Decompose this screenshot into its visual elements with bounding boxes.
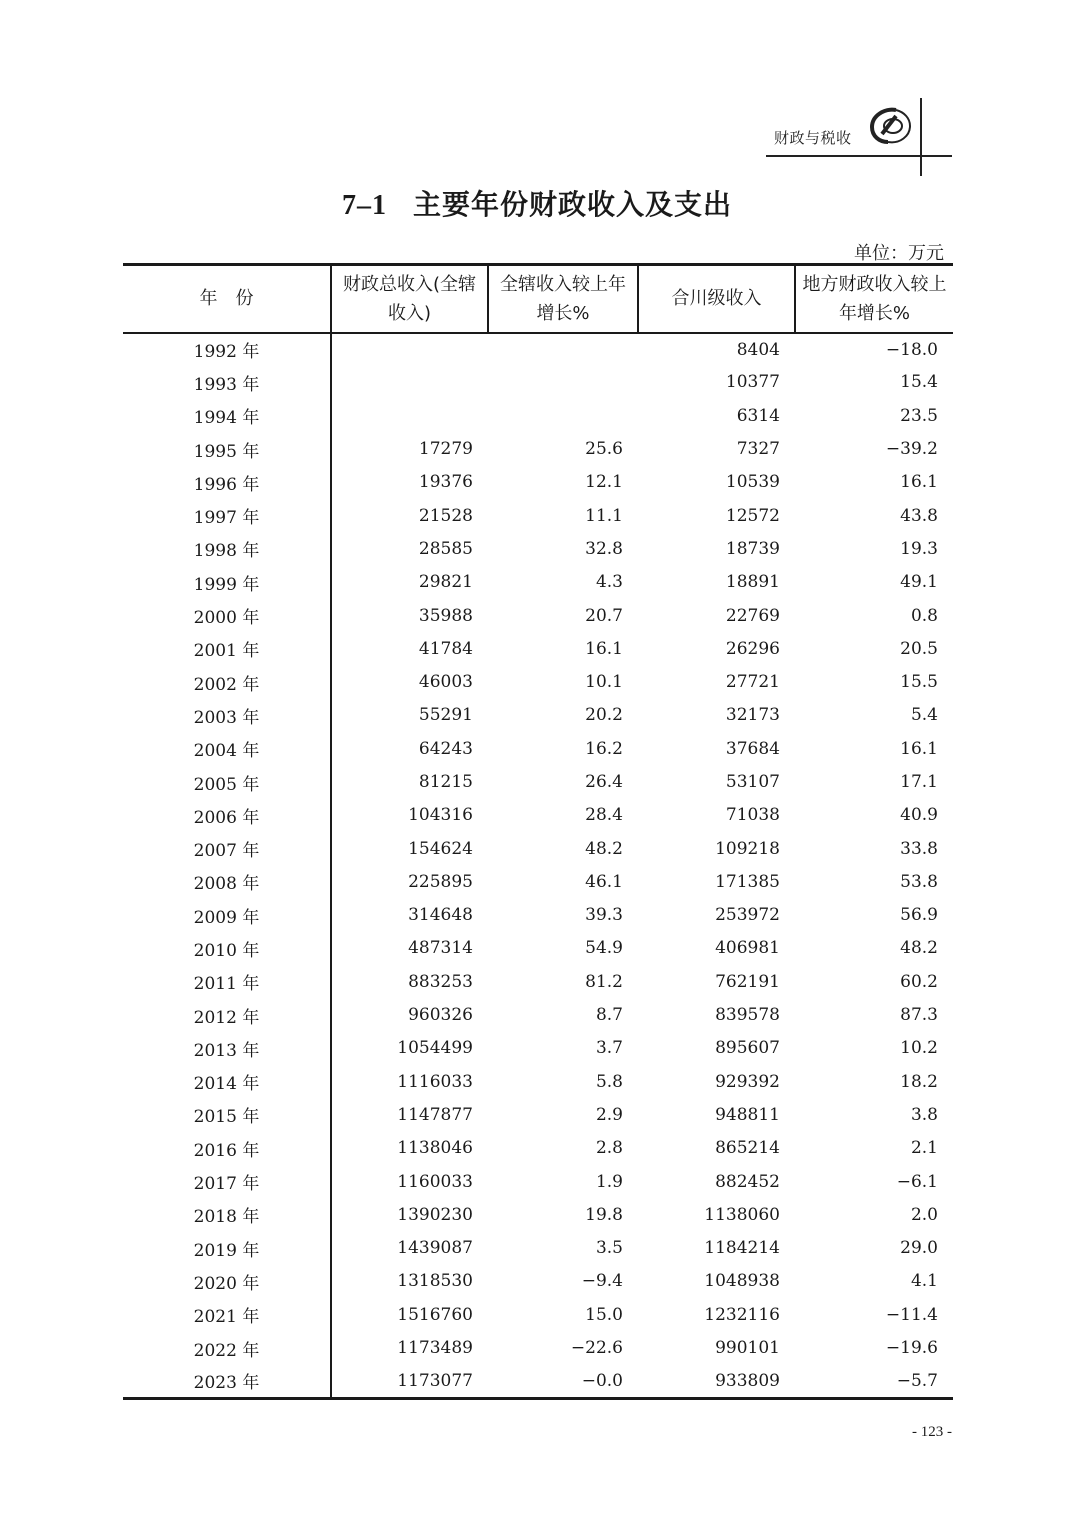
table-row <box>123 399 953 432</box>
local-growth-cell: 49.1 <box>900 572 938 593</box>
local-growth-cell: 2.0 <box>910 1204 938 1225</box>
table-row <box>123 432 953 465</box>
year-cell: 2011 年 <box>123 965 331 998</box>
local-growth-cell: −11.4 <box>885 1304 938 1325</box>
total-revenue-cell: 17279 <box>418 439 473 460</box>
total-growth-cell: 15.0 <box>585 1304 623 1325</box>
total-growth-cell: 2.8 <box>595 1138 623 1159</box>
local-growth-cell: 15.5 <box>900 672 938 693</box>
total-growth-cell: 48.2 <box>585 838 623 859</box>
year-cell: 2005 年 <box>123 765 331 798</box>
hechuan-revenue-cell: 253972 <box>715 905 780 926</box>
hechuan-revenue-cell: 18891 <box>725 572 780 593</box>
total-growth-cell: 1.9 <box>595 1171 623 1192</box>
table-row <box>123 1265 953 1298</box>
hechuan-revenue-cell: 762191 <box>715 971 780 992</box>
hechuan-revenue-cell: 12572 <box>725 505 780 526</box>
section-label: 财政与税收 <box>774 129 852 147</box>
total-growth-cell: 46.1 <box>585 871 623 892</box>
local-growth-cell: 60.2 <box>900 971 938 992</box>
table-header-row <box>123 265 953 333</box>
total-growth-cell: 5.8 <box>595 1071 623 1092</box>
total-growth-cell: −0.0 <box>488 1365 638 1398</box>
local-growth-cell: 56.9 <box>900 905 938 926</box>
table-row <box>123 599 953 632</box>
year-cell: 1994 年 <box>123 399 331 432</box>
total-revenue-cell: 19376 <box>418 472 473 493</box>
total-revenue-cell: 1318530 <box>397 1271 473 1292</box>
total-revenue-cell: 55291 <box>418 705 473 726</box>
total-growth-cell: 20.7 <box>585 605 623 626</box>
total-growth-cell <box>488 399 638 432</box>
table-row <box>123 732 953 765</box>
local-growth-cell: 5.4 <box>910 705 938 726</box>
total-growth-cell: 28.4 <box>585 805 623 826</box>
total-growth-cell: 20.2 <box>585 705 623 726</box>
total-growth-cell: −22.6 <box>570 1338 623 1359</box>
total-revenue-cell: 487314 <box>408 938 473 959</box>
corner-horizontal-rule <box>766 155 952 157</box>
table-row <box>123 865 953 898</box>
local-growth-cell: 53.8 <box>900 871 938 892</box>
local-growth-cell: 3.8 <box>910 1104 938 1125</box>
year-cell: 2000 年 <box>123 599 331 632</box>
hechuan-revenue-cell: 406981 <box>715 938 780 959</box>
local-growth-cell: 40.9 <box>900 805 938 826</box>
table-row <box>123 532 953 565</box>
year-cell: 2016 年 <box>123 1132 331 1165</box>
table-row <box>123 1365 953 1398</box>
total-revenue-cell: 46003 <box>418 672 473 693</box>
year-cell: 2023 年 <box>123 1365 331 1398</box>
total-revenue-cell: 1160033 <box>397 1171 473 1192</box>
hechuan-revenue-cell: 8404 <box>736 339 780 360</box>
local-growth-cell: 2.1 <box>910 1138 938 1159</box>
hechuan-revenue-cell: 895607 <box>715 1038 780 1059</box>
year-cell: 1996 年 <box>123 466 331 499</box>
local-growth-cell: 18.2 <box>900 1071 938 1092</box>
hechuan-revenue-cell: 71038 <box>725 805 780 826</box>
year-cell: 2001 年 <box>123 632 331 665</box>
hechuan-revenue-cell: 839578 <box>715 1005 780 1026</box>
year-cell: 2009 年 <box>123 899 331 932</box>
local-growth-cell: 19.3 <box>900 538 938 559</box>
hechuan-revenue-cell: 32173 <box>725 705 780 726</box>
total-revenue-cell: 960326 <box>408 1005 473 1026</box>
table-row <box>123 1065 953 1098</box>
total-growth-cell <box>488 366 638 399</box>
year-cell: 2020 年 <box>123 1265 331 1298</box>
table-body <box>123 333 953 1399</box>
total-growth-cell: 16.1 <box>585 638 623 659</box>
hechuan-revenue-cell: 26296 <box>725 638 780 659</box>
corner-vertical-rule <box>920 98 922 176</box>
hechuan-revenue-cell: 109218 <box>715 838 780 859</box>
total-revenue-cell: 81215 <box>418 772 473 792</box>
total-growth-cell: 39.3 <box>585 905 623 926</box>
total-growth-cell: 12.1 <box>585 472 623 493</box>
local-growth-cell: 0.8 <box>910 605 938 626</box>
year-cell: 2008 年 <box>123 865 331 898</box>
total-growth-cell: 3.7 <box>595 1038 623 1059</box>
total-growth-cell: 10.1 <box>585 672 623 693</box>
year-cell: 2015 年 <box>123 1098 331 1131</box>
local-growth-cell: −5.7 <box>795 1365 953 1398</box>
year-cell: 2002 年 <box>123 665 331 698</box>
total-revenue-cell <box>331 399 488 432</box>
total-revenue-cell: 1116033 <box>397 1071 473 1092</box>
total-growth-cell: 81.2 <box>585 971 623 992</box>
local-growth-cell: 10.2 <box>900 1038 938 1059</box>
table-row <box>123 699 953 732</box>
total-revenue-cell: 883253 <box>408 971 473 992</box>
hechuan-revenue-cell: 53107 <box>725 772 780 792</box>
year-cell: 1995 年 <box>123 432 331 465</box>
page-title <box>0 183 1074 223</box>
total-revenue-cell: 104316 <box>408 805 473 826</box>
total-revenue-cell <box>331 366 488 399</box>
header-total-growth: 全辖收入较上年增长% <box>488 265 638 333</box>
total-revenue-cell: 1390230 <box>397 1204 473 1225</box>
year-cell: 1998 年 <box>123 532 331 565</box>
year-cell: 2006 年 <box>123 799 331 832</box>
local-growth-cell: 43.8 <box>900 505 938 526</box>
total-growth-cell: 32.8 <box>585 538 623 559</box>
year-cell: 2012 年 <box>123 998 331 1031</box>
total-revenue-cell: 35988 <box>418 605 473 626</box>
local-growth-cell: 16.1 <box>900 738 938 759</box>
hechuan-revenue-cell: 7327 <box>736 439 780 460</box>
local-growth-cell: 87.3 <box>900 1005 938 1026</box>
hechuan-revenue-cell: 10377 <box>725 372 780 393</box>
total-growth-cell: 2.9 <box>595 1104 623 1125</box>
table-row <box>123 366 953 399</box>
hechuan-revenue-cell: 948811 <box>715 1104 780 1125</box>
local-growth-cell: 20.5 <box>900 638 938 659</box>
total-growth-cell <box>488 333 638 366</box>
table-row <box>123 333 953 366</box>
total-growth-cell: 25.6 <box>585 439 623 460</box>
table-row <box>123 1032 953 1065</box>
table-row <box>123 799 953 832</box>
year-cell: 1992 年 <box>123 333 331 366</box>
hechuan-revenue-cell: 990101 <box>715 1338 780 1359</box>
finance-table <box>123 263 953 1400</box>
year-cell: 1999 年 <box>123 566 331 599</box>
hechuan-revenue-cell: 1184214 <box>704 1238 780 1259</box>
table-row <box>123 1198 953 1231</box>
local-growth-cell: 17.1 <box>900 772 938 792</box>
year-cell: 2021 年 <box>123 1298 331 1331</box>
header-total-revenue: 财政总收入(全辖收入) <box>331 265 488 333</box>
hechuan-revenue-cell: 1138060 <box>704 1204 780 1225</box>
page-number: - 123 - <box>912 1424 952 1440</box>
table-row <box>123 1132 953 1165</box>
total-revenue-cell: 1138046 <box>397 1138 473 1159</box>
hechuan-revenue-cell: 1232116 <box>704 1304 780 1325</box>
table-row <box>123 1298 953 1331</box>
total-revenue-cell: 1173489 <box>397 1338 473 1359</box>
hechuan-revenue-cell: 37684 <box>725 738 780 759</box>
table-row <box>123 998 953 1031</box>
local-growth-cell: −18.0 <box>885 339 938 360</box>
total-revenue-cell: 1147877 <box>397 1104 473 1125</box>
total-revenue-cell: 1173077 <box>331 1365 488 1398</box>
table-row <box>123 499 953 532</box>
header-hechuan-revenue: 合川级收入 <box>638 265 795 333</box>
hechuan-revenue-cell: 1048938 <box>704 1271 780 1292</box>
total-growth-cell: 26.4 <box>585 772 623 792</box>
hechuan-revenue-cell: 882452 <box>715 1171 780 1192</box>
local-growth-cell: 16.1 <box>900 472 938 493</box>
total-revenue-cell: 29821 <box>418 572 473 593</box>
hechuan-revenue-cell: 27721 <box>725 672 780 693</box>
header-year: 年 份 <box>123 265 331 333</box>
hechuan-revenue-cell: 865214 <box>715 1138 780 1159</box>
total-growth-cell: −9.4 <box>581 1271 623 1292</box>
total-revenue-cell: 1516760 <box>397 1304 473 1325</box>
year-cell: 2022 年 <box>123 1331 331 1364</box>
total-revenue-cell: 1054499 <box>397 1038 473 1059</box>
finance-logo-icon <box>866 104 914 148</box>
total-growth-cell: 54.9 <box>585 938 623 959</box>
local-growth-cell: −19.6 <box>885 1338 938 1359</box>
hechuan-revenue-cell: 171385 <box>715 871 780 892</box>
table-row <box>123 899 953 932</box>
header-local-growth: 地方财政收入较上年增长% <box>795 265 953 333</box>
year-cell: 2007 年 <box>123 832 331 865</box>
table-row <box>123 1098 953 1131</box>
total-growth-cell: 16.2 <box>585 738 623 759</box>
year-cell: 2010 年 <box>123 932 331 965</box>
year-cell: 2019 年 <box>123 1232 331 1265</box>
total-revenue-cell: 41784 <box>418 638 473 659</box>
table-row <box>123 1232 953 1265</box>
total-growth-cell: 11.1 <box>585 505 623 526</box>
year-cell: 2014 年 <box>123 1065 331 1098</box>
local-growth-cell: 23.5 <box>900 405 938 426</box>
local-growth-cell: 4.1 <box>910 1271 938 1292</box>
local-growth-cell: 33.8 <box>900 838 938 859</box>
total-revenue-cell: 21528 <box>418 505 473 526</box>
total-growth-cell: 3.5 <box>595 1238 623 1259</box>
year-cell: 2017 年 <box>123 1165 331 1198</box>
total-revenue-cell: 314648 <box>408 905 473 926</box>
table-row <box>123 932 953 965</box>
total-revenue-cell: 154624 <box>408 838 473 859</box>
hechuan-revenue-cell: 6314 <box>736 405 780 426</box>
total-growth-cell: 8.7 <box>595 1005 623 1026</box>
year-cell: 2003 年 <box>123 699 331 732</box>
hechuan-revenue-cell: 22769 <box>725 605 780 626</box>
table-number: 7–1 <box>341 190 387 221</box>
total-revenue-cell: 225895 <box>408 871 473 892</box>
total-revenue-cell: 1439087 <box>397 1238 473 1259</box>
year-cell: 2013 年 <box>123 1032 331 1065</box>
table-row <box>123 665 953 698</box>
year-cell: 1997 年 <box>123 499 331 532</box>
total-revenue-cell: 28585 <box>418 538 473 559</box>
table-row <box>123 632 953 665</box>
local-growth-cell: 29.0 <box>900 1238 938 1259</box>
table-row <box>123 466 953 499</box>
table-row <box>123 832 953 865</box>
total-revenue-cell: 64243 <box>418 738 473 759</box>
year-cell: 2004 年 <box>123 732 331 765</box>
total-growth-cell: 19.8 <box>585 1204 623 1225</box>
table-row <box>123 566 953 599</box>
table-row <box>123 1331 953 1364</box>
table-row <box>123 965 953 998</box>
hechuan-revenue-cell: 18739 <box>725 538 780 559</box>
local-growth-cell: −39.2 <box>885 439 938 460</box>
year-cell: 1993 年 <box>123 366 331 399</box>
year-cell: 2018 年 <box>123 1198 331 1231</box>
total-growth-cell: 4.3 <box>595 572 623 593</box>
local-growth-cell: 15.4 <box>900 372 938 393</box>
table-row <box>123 1165 953 1198</box>
hechuan-revenue-cell: 933809 <box>638 1365 795 1398</box>
hechuan-revenue-cell: 929392 <box>715 1071 780 1092</box>
table-title: 主要年份财政收入及支出 <box>412 188 732 221</box>
unit-label: 单位：万元 <box>854 243 944 264</box>
local-growth-cell: 48.2 <box>900 938 938 959</box>
hechuan-revenue-cell: 10539 <box>725 472 780 493</box>
total-revenue-cell <box>331 333 488 366</box>
local-growth-cell: −6.1 <box>896 1171 938 1192</box>
table-row <box>123 765 953 798</box>
